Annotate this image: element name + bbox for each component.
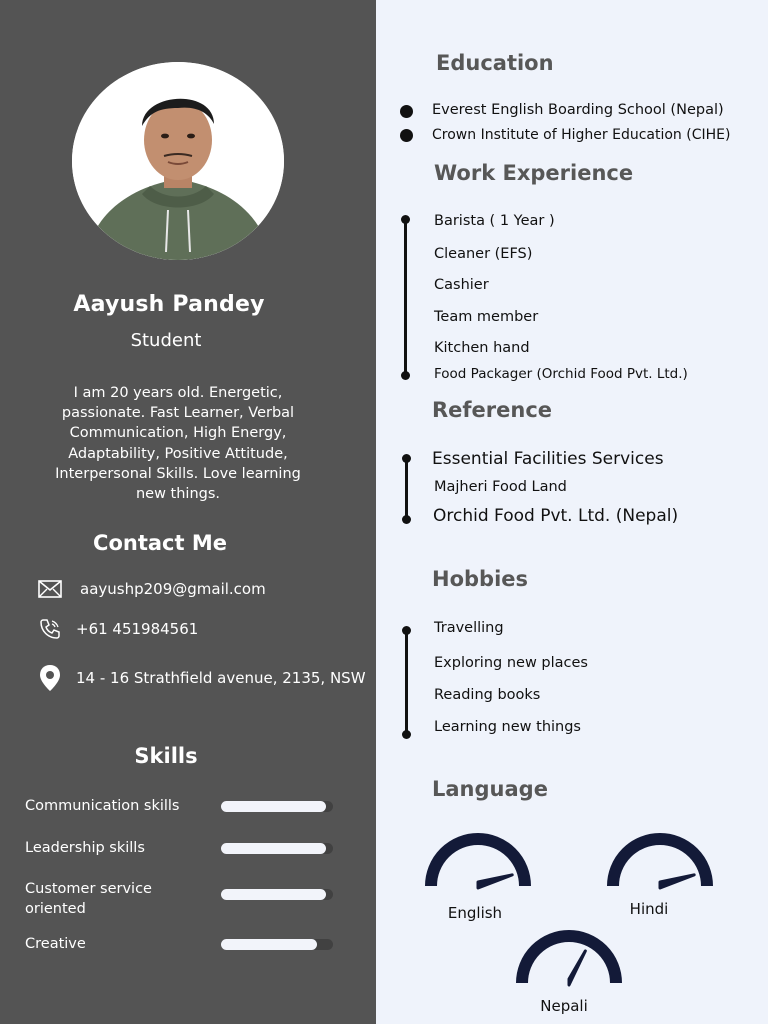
timeline-dot bbox=[401, 215, 410, 224]
language-label: Hindi bbox=[629, 900, 669, 918]
bullet-dot bbox=[400, 105, 413, 118]
gauge-arc bbox=[522, 936, 616, 983]
timeline-line bbox=[405, 458, 408, 519]
gauge-needle bbox=[660, 875, 694, 888]
education-heading: Education bbox=[436, 51, 554, 75]
skill-bar-fill bbox=[221, 801, 326, 812]
gauge-arc bbox=[613, 839, 707, 886]
language-label: Nepali bbox=[540, 997, 588, 1015]
profile-role: Student bbox=[130, 330, 202, 351]
timeline-dot bbox=[402, 730, 411, 739]
language-gauge bbox=[422, 832, 534, 890]
profile-name: Aayush Pandey bbox=[73, 292, 265, 317]
work-item: Team member bbox=[434, 309, 539, 325]
phone-icon bbox=[36, 616, 64, 642]
work-item: Kitchen hand bbox=[434, 340, 530, 356]
mail-icon bbox=[36, 576, 64, 602]
contact-email-row bbox=[36, 576, 266, 602]
contact-phone[interactable]: +61 451984561 bbox=[76, 620, 199, 638]
education-item: Everest English Boarding School (Nepal) bbox=[432, 102, 724, 118]
skills-heading: Skills bbox=[134, 744, 198, 768]
contact-email[interactable]: aayushp209@gmail.com bbox=[80, 580, 266, 598]
timeline-dot bbox=[401, 371, 410, 380]
skill-bar-fill bbox=[221, 889, 326, 900]
skill-bar-fill bbox=[221, 843, 326, 854]
skill-label: Customer service oriented bbox=[25, 881, 152, 917]
language-gauge bbox=[604, 832, 716, 890]
work-item: Cashier bbox=[434, 277, 489, 293]
timeline-line bbox=[404, 219, 407, 376]
gauge-icon bbox=[604, 832, 716, 890]
contact-heading: Contact Me bbox=[93, 531, 227, 555]
work-item: Barista ( 1 Year ) bbox=[434, 213, 555, 229]
contact-address: 14 - 16 Strathfield avenue, 2135, NSW bbox=[76, 669, 366, 687]
work-item: Cleaner (EFS) bbox=[434, 246, 533, 262]
person-avatar-icon bbox=[72, 62, 284, 260]
reference-heading: Reference bbox=[432, 398, 553, 422]
skill-bar-fill bbox=[221, 939, 317, 950]
skill-label: Creative bbox=[25, 936, 86, 952]
timeline-dot bbox=[402, 454, 411, 463]
gauge-icon bbox=[513, 929, 625, 987]
gauge-needle bbox=[478, 875, 512, 888]
hobby-item: Reading books bbox=[434, 687, 541, 703]
gauge-icon bbox=[422, 832, 534, 890]
sidebar bbox=[0, 0, 376, 1024]
reference-item: Orchid Food Pvt. Ltd. (Nepal) bbox=[433, 506, 679, 526]
skill-label: Communication skills bbox=[25, 798, 180, 814]
work-heading: Work Experience bbox=[434, 161, 634, 185]
contact-phone-row bbox=[36, 616, 198, 642]
timeline-line bbox=[405, 630, 408, 734]
gauge-needle bbox=[569, 951, 585, 985]
education-item: Crown Institute of Higher Education (CIHE) bbox=[432, 127, 731, 143]
skill-label: Leadership skills bbox=[25, 840, 145, 856]
reference-item: Essential Facilities Services bbox=[432, 449, 664, 469]
gauge-arc bbox=[431, 839, 525, 886]
skill-bar bbox=[221, 939, 333, 950]
hobby-item: Exploring new places bbox=[434, 655, 588, 671]
skill-bar bbox=[221, 801, 333, 812]
location-pin-icon bbox=[36, 665, 64, 691]
reference-item: Majheri Food Land bbox=[434, 479, 567, 495]
profile-about: I am 20 years old. Energetic, passionate. Fast Learner, Verbal Communication, High Energy, Adaptability, Positive Attitude, Interpersonal Skills. Love learning new things. bbox=[55, 385, 301, 503]
skill-bar bbox=[221, 843, 333, 854]
hobby-item: Travelling bbox=[434, 620, 504, 636]
hobbies-heading: Hobbies bbox=[432, 567, 529, 591]
timeline-dot bbox=[402, 515, 411, 524]
language-label: English bbox=[447, 904, 503, 922]
bullet-dot bbox=[400, 129, 413, 142]
work-item: Food Packager (Orchid Food Pvt. Ltd.) bbox=[434, 366, 688, 382]
hobby-item: Learning new things bbox=[434, 719, 581, 735]
skill-bar bbox=[221, 889, 333, 900]
timeline-dot bbox=[402, 626, 411, 635]
profile-photo bbox=[72, 62, 284, 260]
language-gauge bbox=[513, 929, 625, 987]
language-heading: Language bbox=[432, 777, 548, 801]
contact-address-row bbox=[36, 665, 366, 691]
